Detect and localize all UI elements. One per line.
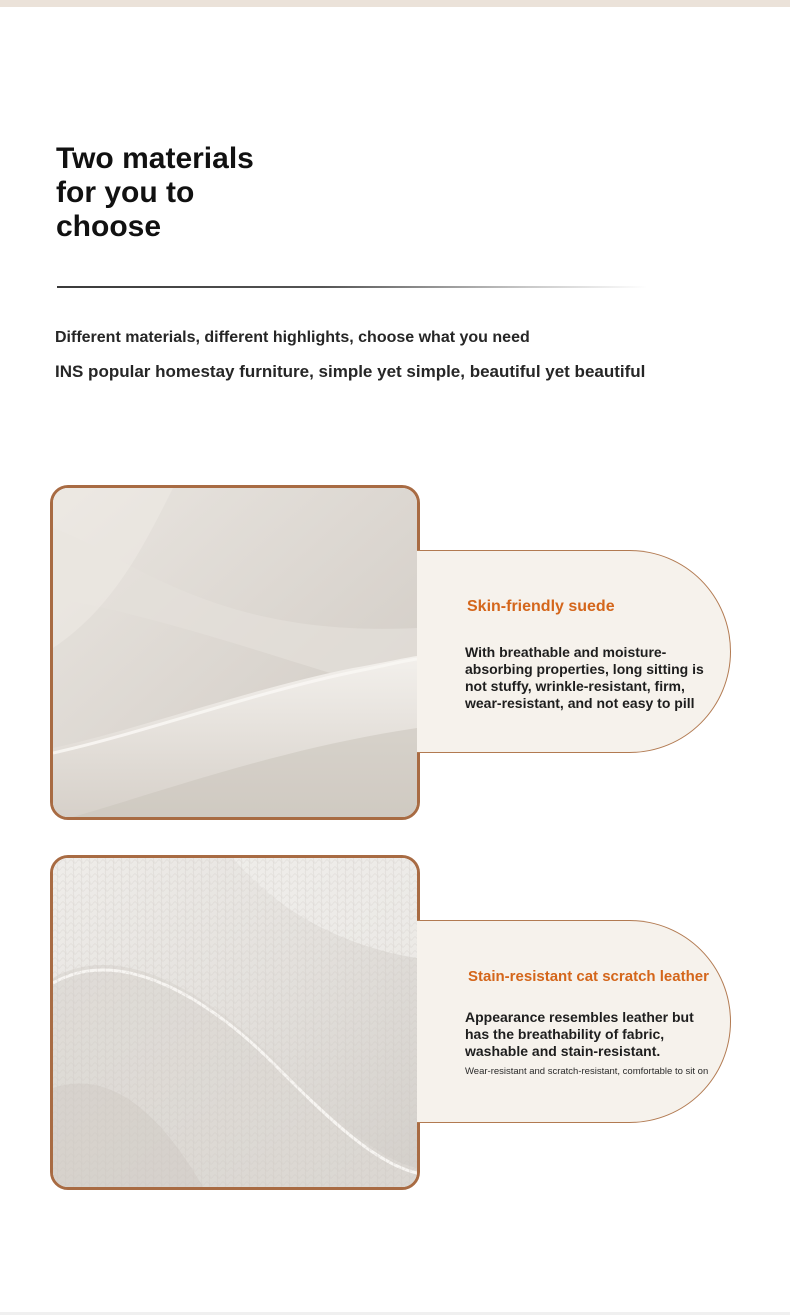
subtitle-line-1: Different materials, different highlights, choose what you need (55, 329, 530, 346)
suede-swatch-image (50, 485, 420, 820)
suede-description: With breathable and moisture-absorbing properties, long sitting is not stuffy, wrinkle-resistant, firm, wear-resistant, and not easy to pill (465, 644, 704, 711)
subtitle-line-2: INS popular homestay furniture, simple yet simple, beautiful yet beautiful (55, 362, 646, 381)
page-title: Two materials for you to choose (56, 142, 254, 243)
suede-title: Skin-friendly suede (467, 598, 615, 615)
leather-description: Appearance resembles leather but has the breathability of fabric, washable and stain-resistant. (465, 1009, 694, 1059)
leather-title: Stain-resistant cat scratch leather (468, 968, 709, 985)
leather-note: Wear-resistant and scratch-resistant, comfortable to sit on (465, 1066, 709, 1077)
leather-swatch-image (50, 855, 420, 1190)
suede-fabric-illustration (53, 488, 417, 817)
top-color-band (0, 0, 790, 7)
leather-fabric-illustration (53, 858, 417, 1187)
title-divider (57, 286, 647, 288)
